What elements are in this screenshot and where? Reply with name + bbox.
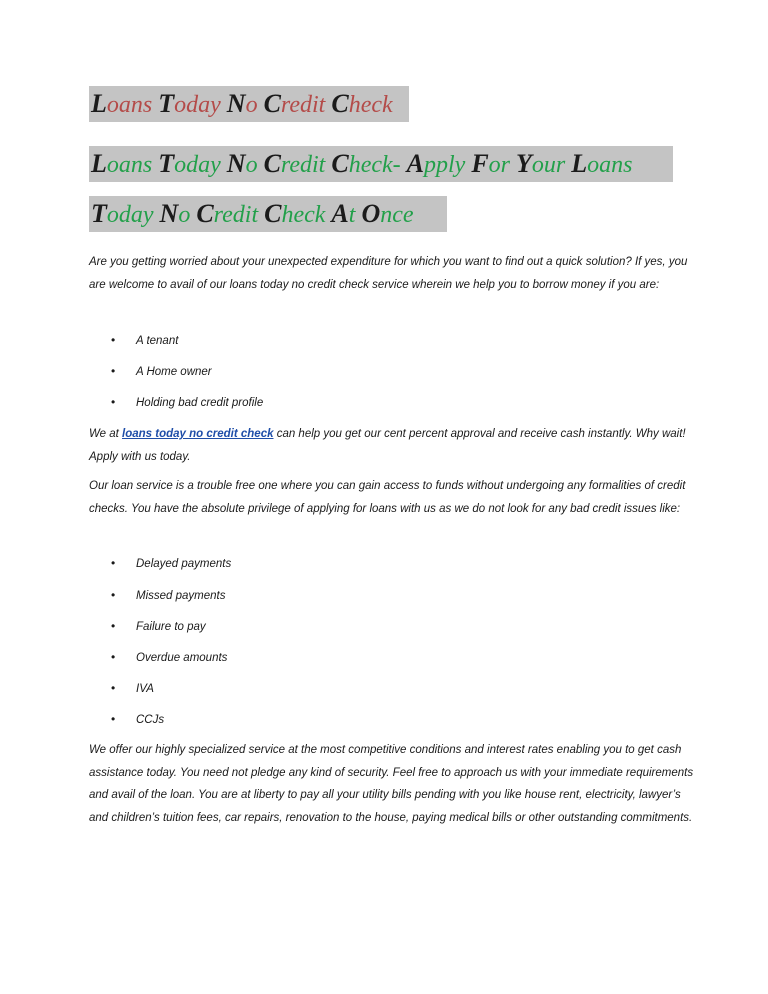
list-item: • Holding bad credit profile [111,395,264,409]
heading-word: Apply [406,149,466,178]
subtitle-heading-line-1 [89,146,673,182]
heading-word: No [159,199,191,228]
list-item: • IVA [111,681,154,695]
heading-word: Credit [263,149,326,178]
subtitle-heading-line-2 [89,196,447,232]
heading-word: At [331,199,356,228]
closing-paragraph: We offer our highly specialized service at the most competitive conditions and interest rates enabling you to get cash assistance today. You need not pledge any kind of security. Feel free to approach us with your immediate requirements and avail of the loan. You are at liberty to pay all your utility bills pending with you like house rent, electricity, lawyer’s and children’s tuition fees, car repairs, renovation to the house, paying medical bills or other outstanding commitments. [89,744,694,824]
heading-word: Loans [91,89,153,118]
link-paragraph: We at loans today no credit check can help you get our cent percent approval and receive cash instantly. Why wait! Apply with us today. [89,428,686,463]
bullet-icon: • [111,650,116,664]
list-item: • A tenant [111,333,179,347]
heading-word: Loans [571,149,633,178]
bullet-icon: • [111,556,116,570]
heading-word: Credit [196,199,259,228]
list-item: • A Home owner [111,364,212,378]
heading-word: Today [158,149,221,178]
bullet-icon: • [111,681,116,695]
heading-word: No [226,149,258,178]
bullet-icon: • [111,364,116,378]
heading-word: Credit [263,89,326,118]
bullet-icon: • [111,395,116,409]
bullet-icon: • [111,712,116,726]
heading-word: No [226,89,258,118]
list-item: • CCJs [111,712,165,726]
heading-word: For [471,149,510,178]
heading-word: Loans [91,149,153,178]
list-item: • Delayed payments [111,556,232,570]
bullet-icon: • [111,588,116,602]
heading-word: Today [158,89,221,118]
heading-word: Check [331,89,393,118]
intro-paragraph: Are you getting worried about your unexpected expenditure for which you want to find out a quick solution? If yes, you are welcome to avail of our loans today no credit check service wherein we help you to borrow money if you are: [89,256,688,291]
list-item: • Missed payments [111,588,226,602]
loans-link[interactable]: loans today no credit check [122,428,274,440]
heading-word: Check [264,199,326,228]
list-item: • Overdue amounts [111,650,228,664]
title-heading [89,86,409,122]
heading-word: Today [91,199,154,228]
bullet-icon: • [111,333,116,347]
list-item: • Failure to pay [111,619,206,633]
heading-word: Check- [331,149,401,178]
heading-word: Your [516,149,566,178]
bullet-icon: • [111,619,116,633]
service-paragraph: Our loan service is a trouble free one where you can gain access to funds without undergoing any formalities of credit checks. You have the absolute privilege of applying for loans with us as we do not look for any bad credit issues like: [89,480,686,515]
heading-word: Once [361,199,414,228]
